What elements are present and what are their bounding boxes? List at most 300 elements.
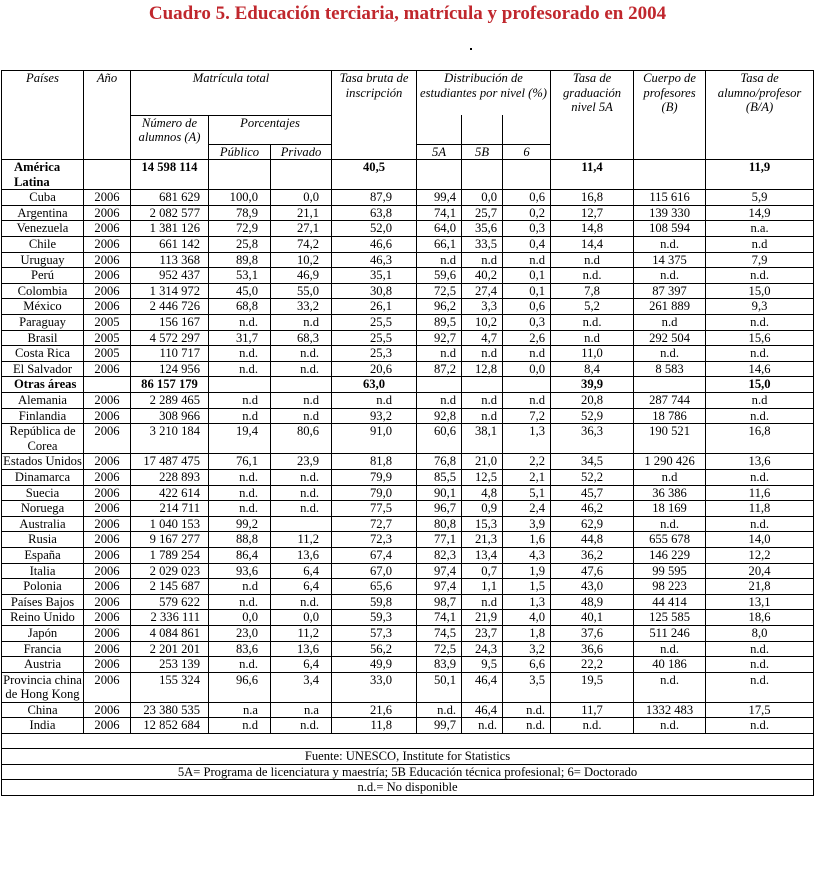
cell-tasa-bruta: 91,0 xyxy=(332,424,417,454)
cell-tasa-bruta: 79,0 xyxy=(332,485,417,501)
cell-privado: n.d. xyxy=(271,361,332,377)
cell-nivel-5a: 74,1 xyxy=(417,205,462,221)
cell-tasa-alumno: 14,0 xyxy=(706,532,814,548)
cell-tasa-alumno: 17,5 xyxy=(706,702,814,718)
cell-profesores: 511 246 xyxy=(634,625,706,641)
cell-pais: Perú xyxy=(2,268,84,284)
cell-nivel-5a: n.d. xyxy=(417,702,462,718)
cell-tasa-graduacion: 36,3 xyxy=(551,424,634,454)
cell-nivel-5a: 50,1 xyxy=(417,672,462,702)
cell-nivel-6: 5,1 xyxy=(503,485,551,501)
cell-tasa-alumno: 21,8 xyxy=(706,579,814,595)
cell-alumnos: 579 622 xyxy=(131,594,209,610)
cell-publico: n.d. xyxy=(209,346,271,362)
cell-publico: 23,0 xyxy=(209,625,271,641)
cell-nivel-5b: 27,4 xyxy=(462,283,503,299)
cell-nivel-5b: 24,3 xyxy=(462,641,503,657)
cell-anio: 2006 xyxy=(84,516,131,532)
cell-nivel-6: 2,1 xyxy=(503,469,551,485)
header-cuerpo-profesores: Cuerpo de profesores (B) xyxy=(634,71,706,160)
cell-nivel-5a: 59,6 xyxy=(417,268,462,284)
cell-nivel-6: 0,1 xyxy=(503,283,551,299)
cell-alumnos: 2 201 201 xyxy=(131,641,209,657)
cell-publico: 76,1 xyxy=(209,454,271,470)
cell-publico: n.d. xyxy=(209,657,271,673)
group-publico xyxy=(209,377,271,393)
cell-nivel-6: 0,4 xyxy=(503,237,551,253)
group-anio xyxy=(84,377,131,393)
cell-anio: 2006 xyxy=(84,672,131,702)
cell-tasa-alumno: 14,6 xyxy=(706,361,814,377)
cell-alumnos: 12 852 684 xyxy=(131,718,209,734)
cell-anio: 2006 xyxy=(84,547,131,563)
cell-tasa-bruta: 77,5 xyxy=(332,501,417,517)
group-tasa-bruta: 63,0 xyxy=(332,377,417,393)
cell-anio: 2006 xyxy=(84,501,131,517)
cell-profesores: n.d. xyxy=(634,237,706,253)
cell-privado: 33,2 xyxy=(271,299,332,315)
table-row xyxy=(2,237,814,253)
cell-tasa-alumno: 18,6 xyxy=(706,610,814,626)
data-table xyxy=(1,70,814,796)
cell-tasa-graduacion: 52,2 xyxy=(551,469,634,485)
cell-nivel-5a: 92,8 xyxy=(417,408,462,424)
cell-pais: El Salvador xyxy=(2,361,84,377)
cell-profesores: 18 786 xyxy=(634,408,706,424)
cell-tasa-bruta: 25,5 xyxy=(332,315,417,331)
table-row xyxy=(2,393,814,409)
cell-tasa-bruta: 25,3 xyxy=(332,346,417,362)
cell-tasa-graduacion: 62,9 xyxy=(551,516,634,532)
cell-tasa-bruta: 65,6 xyxy=(332,579,417,595)
cell-nivel-6: 4,0 xyxy=(503,610,551,626)
cell-tasa-alumno: 15,6 xyxy=(706,330,814,346)
cell-nivel-5b: 46,4 xyxy=(462,702,503,718)
cell-tasa-alumno: n.d. xyxy=(706,469,814,485)
cell-alumnos: 2 145 687 xyxy=(131,579,209,595)
header-paises: Países xyxy=(2,71,84,160)
cell-nivel-5a: 96,2 xyxy=(417,299,462,315)
cell-nivel-5b: n.d. xyxy=(462,718,503,734)
cell-nivel-5a: 74,5 xyxy=(417,625,462,641)
group-anio xyxy=(84,160,131,190)
cell-pais: Costa Rica xyxy=(2,346,84,362)
cell-alumnos: 2 446 726 xyxy=(131,299,209,315)
cell-anio: 2005 xyxy=(84,315,131,331)
cell-tasa-alumno: n.d. xyxy=(706,408,814,424)
cell-privado: 80,6 xyxy=(271,424,332,454)
cell-publico: 89,8 xyxy=(209,252,271,268)
cell-alumnos: 155 324 xyxy=(131,672,209,702)
cell-nivel-5a: 80,8 xyxy=(417,516,462,532)
cell-nivel-6: 0,0 xyxy=(503,361,551,377)
cell-nivel-6: 0,3 xyxy=(503,221,551,237)
header-tasa-bruta: Tasa bruta de inscripción xyxy=(332,71,417,160)
cell-anio: 2006 xyxy=(84,610,131,626)
cell-pais: Paraguay xyxy=(2,315,84,331)
cell-tasa-graduacion: 11,0 xyxy=(551,346,634,362)
table-row xyxy=(2,516,814,532)
cell-nivel-6: 0,6 xyxy=(503,190,551,206)
cell-pais: Reino Unido xyxy=(2,610,84,626)
cell-tasa-graduacion: 52,9 xyxy=(551,408,634,424)
header-tasa-alumno: Tasa de alumno/profesor (B/A) xyxy=(706,71,814,160)
cell-nivel-5b: 12,5 xyxy=(462,469,503,485)
cell-tasa-bruta: 72,7 xyxy=(332,516,417,532)
table-row xyxy=(2,346,814,362)
cell-anio: 2005 xyxy=(84,346,131,362)
group-publico xyxy=(209,160,271,190)
cell-profesores: 125 585 xyxy=(634,610,706,626)
cell-nivel-6: 1,3 xyxy=(503,424,551,454)
cell-pais: Finlandia xyxy=(2,408,84,424)
table-row xyxy=(2,330,814,346)
cell-nivel-5a: 96,7 xyxy=(417,501,462,517)
cell-nivel-5a: 90,1 xyxy=(417,485,462,501)
cell-pais: Brasil xyxy=(2,330,84,346)
cell-tasa-alumno: n.d. xyxy=(706,516,814,532)
cell-nivel-5b: 21,9 xyxy=(462,610,503,626)
cell-tasa-alumno: 13,6 xyxy=(706,454,814,470)
cell-pais: Dinamarca xyxy=(2,469,84,485)
cell-tasa-graduacion: 46,2 xyxy=(551,501,634,517)
cell-nivel-6: 4,3 xyxy=(503,547,551,563)
cell-nivel-5a: n.d xyxy=(417,346,462,362)
cell-nivel-5b: n.d xyxy=(462,346,503,362)
cell-nivel-6: 3,9 xyxy=(503,516,551,532)
cell-nivel-5a: 64,0 xyxy=(417,221,462,237)
cell-privado: 13,6 xyxy=(271,641,332,657)
cell-nivel-5b: 21,3 xyxy=(462,532,503,548)
cell-pais: Polonia xyxy=(2,579,84,595)
cell-alumnos: 228 893 xyxy=(131,469,209,485)
cell-privado: 6,4 xyxy=(271,563,332,579)
cell-alumnos: 952 437 xyxy=(131,268,209,284)
cell-publico: 31,7 xyxy=(209,330,271,346)
cell-publico: n.d xyxy=(209,718,271,734)
cell-tasa-bruta: n.d xyxy=(332,393,417,409)
cell-tasa-graduacion: 7,8 xyxy=(551,283,634,299)
cell-privado: n.d xyxy=(271,408,332,424)
cell-profesores: n.d xyxy=(634,315,706,331)
cell-nivel-6: 2,6 xyxy=(503,330,551,346)
cell-profesores: 36 386 xyxy=(634,485,706,501)
cell-tasa-graduacion: 20,8 xyxy=(551,393,634,409)
cell-privado: n.d. xyxy=(271,718,332,734)
cell-tasa-bruta: 59,8 xyxy=(332,594,417,610)
cell-tasa-bruta: 56,2 xyxy=(332,641,417,657)
cell-nivel-5a: n.d xyxy=(417,393,462,409)
cell-publico: 19,4 xyxy=(209,424,271,454)
cell-profesores: 292 504 xyxy=(634,330,706,346)
cell-nivel-5a: 77,1 xyxy=(417,532,462,548)
cell-tasa-bruta: 87,9 xyxy=(332,190,417,206)
cell-privado: n.d xyxy=(271,315,332,331)
cell-nivel-6: 0,1 xyxy=(503,268,551,284)
cell-nivel-5b: 0,7 xyxy=(462,563,503,579)
cell-privado: 55,0 xyxy=(271,283,332,299)
cell-nivel-5b: 0,9 xyxy=(462,501,503,517)
cell-tasa-graduacion: 44,8 xyxy=(551,532,634,548)
cell-nivel-5b: n.d xyxy=(462,594,503,610)
table-row xyxy=(2,610,814,626)
cell-anio: 2006 xyxy=(84,594,131,610)
stray-dot xyxy=(470,48,472,50)
header-nivel-5b: 5B xyxy=(462,144,503,160)
cell-tasa-alumno: 8,0 xyxy=(706,625,814,641)
group-privado xyxy=(271,377,332,393)
cell-anio: 2006 xyxy=(84,454,131,470)
cell-tasa-graduacion: n.d xyxy=(551,330,634,346)
cell-nivel-5b: 10,2 xyxy=(462,315,503,331)
group-5b xyxy=(462,160,503,190)
cell-nivel-5a: 66,1 xyxy=(417,237,462,253)
header-matricula-total: Matrícula total xyxy=(131,71,332,116)
cell-publico: 72,9 xyxy=(209,221,271,237)
cell-privado: 6,4 xyxy=(271,579,332,595)
cell-profesores: n.d. xyxy=(634,641,706,657)
cell-tasa-bruta: 81,8 xyxy=(332,454,417,470)
header-nivel-6: 6 xyxy=(503,144,551,160)
cell-nivel-6: 1,9 xyxy=(503,563,551,579)
cell-anio: 2006 xyxy=(84,424,131,454)
header-publico: Público xyxy=(209,144,271,160)
footer-nd: n.d.= No disponible xyxy=(2,780,814,796)
cell-publico: n.d. xyxy=(209,594,271,610)
cell-tasa-bruta: 21,6 xyxy=(332,702,417,718)
cell-tasa-alumno: 15,0 xyxy=(706,283,814,299)
cell-nivel-6: n.d xyxy=(503,393,551,409)
cell-tasa-alumno: 13,1 xyxy=(706,594,814,610)
cell-nivel-5b: 4,7 xyxy=(462,330,503,346)
table-row xyxy=(2,205,814,221)
cell-pais: Suecia xyxy=(2,485,84,501)
cell-alumnos: 422 614 xyxy=(131,485,209,501)
cell-alumnos: 661 142 xyxy=(131,237,209,253)
header-privado: Privado xyxy=(271,144,332,160)
cell-nivel-6: 3,5 xyxy=(503,672,551,702)
cell-anio: 2006 xyxy=(84,252,131,268)
cell-privado: n.d. xyxy=(271,594,332,610)
cell-anio: 2006 xyxy=(84,268,131,284)
cell-pais: Cuba xyxy=(2,190,84,206)
cell-nivel-6: n.d. xyxy=(503,702,551,718)
cell-privado: 3,4 xyxy=(271,672,332,702)
cell-tasa-graduacion: 16,8 xyxy=(551,190,634,206)
group-6 xyxy=(503,377,551,393)
cell-tasa-graduacion: 43,0 xyxy=(551,579,634,595)
table-row xyxy=(2,299,814,315)
cell-publico: 100,0 xyxy=(209,190,271,206)
cell-alumnos: 124 956 xyxy=(131,361,209,377)
table-row xyxy=(2,361,814,377)
cell-publico: 86,4 xyxy=(209,547,271,563)
cell-tasa-bruta: 25,5 xyxy=(332,330,417,346)
cell-nivel-5b: 1,1 xyxy=(462,579,503,595)
cell-publico: 88,8 xyxy=(209,532,271,548)
cell-nivel-5a: 97,4 xyxy=(417,579,462,595)
cell-pais: Países Bajos xyxy=(2,594,84,610)
cell-nivel-5a: 89,5 xyxy=(417,315,462,331)
group-tasa-bruta: 40,5 xyxy=(332,160,417,190)
cell-nivel-5b: 25,7 xyxy=(462,205,503,221)
group-tasa-graduacion: 39,9 xyxy=(551,377,634,393)
cell-tasa-bruta: 20,6 xyxy=(332,361,417,377)
cell-pais: Uruguay xyxy=(2,252,84,268)
cell-tasa-alumno: 11,8 xyxy=(706,501,814,517)
cell-tasa-bruta: 67,0 xyxy=(332,563,417,579)
cell-alumnos: 113 368 xyxy=(131,252,209,268)
cell-nivel-5b: 33,5 xyxy=(462,237,503,253)
cell-publico: 93,6 xyxy=(209,563,271,579)
cell-alumnos: 110 717 xyxy=(131,346,209,362)
cell-publico: n.d xyxy=(209,408,271,424)
group-row xyxy=(2,377,814,393)
cell-pais: España xyxy=(2,547,84,563)
table-row xyxy=(2,424,814,454)
group-privado xyxy=(271,160,332,190)
group-tasa-alumno: 11,9 xyxy=(706,160,814,190)
cell-tasa-alumno: n.d. xyxy=(706,718,814,734)
cell-nivel-5b: 40,2 xyxy=(462,268,503,284)
cell-tasa-graduacion: 36,2 xyxy=(551,547,634,563)
table-row xyxy=(2,408,814,424)
cell-alumnos: 681 629 xyxy=(131,190,209,206)
cell-nivel-5a: 99,4 xyxy=(417,190,462,206)
group-total-alumnos: 86 157 179 xyxy=(131,377,209,393)
cell-nivel-6: 6,6 xyxy=(503,657,551,673)
cell-profesores: 115 616 xyxy=(634,190,706,206)
group-6 xyxy=(503,160,551,190)
table-row xyxy=(2,547,814,563)
group-row xyxy=(2,160,814,190)
cell-nivel-5b: 38,1 xyxy=(462,424,503,454)
cell-alumnos: 2 082 577 xyxy=(131,205,209,221)
cell-profesores: 139 330 xyxy=(634,205,706,221)
cell-tasa-alumno: 9,3 xyxy=(706,299,814,315)
cell-tasa-alumno: n.d xyxy=(706,237,814,253)
cell-profesores: n.d. xyxy=(634,672,706,702)
cell-privado: n.a xyxy=(271,702,332,718)
table-row xyxy=(2,579,814,595)
cell-tasa-bruta: 59,3 xyxy=(332,610,417,626)
cell-alumnos: 308 966 xyxy=(131,408,209,424)
cell-nivel-5b: 15,3 xyxy=(462,516,503,532)
cell-profesores: 287 744 xyxy=(634,393,706,409)
cell-profesores: 87 397 xyxy=(634,283,706,299)
table-row xyxy=(2,672,814,702)
footer-fuente: Fuente: UNESCO, Institute for Statistics xyxy=(2,749,814,765)
cell-nivel-6: 2,2 xyxy=(503,454,551,470)
cell-anio: 2006 xyxy=(84,205,131,221)
group-profesores xyxy=(634,160,706,190)
cell-profesores: 190 521 xyxy=(634,424,706,454)
cell-nivel-6: n.d xyxy=(503,346,551,362)
cell-privado: 74,2 xyxy=(271,237,332,253)
cell-tasa-graduacion: 36,6 xyxy=(551,641,634,657)
cell-pais: Australia xyxy=(2,516,84,532)
cell-nivel-6: 1,3 xyxy=(503,594,551,610)
cell-nivel-6: 1,5 xyxy=(503,579,551,595)
cell-pais: Rusia xyxy=(2,532,84,548)
cell-tasa-bruta: 49,9 xyxy=(332,657,417,673)
cell-nivel-6: 0,3 xyxy=(503,315,551,331)
cell-tasa-graduacion: n.d xyxy=(551,252,634,268)
cell-publico: n.d. xyxy=(209,361,271,377)
cell-anio: 2006 xyxy=(84,361,131,377)
cell-anio: 2006 xyxy=(84,718,131,734)
group-profesores xyxy=(634,377,706,393)
cell-alumnos: 17 487 475 xyxy=(131,454,209,470)
group-tasa-graduacion: 11,4 xyxy=(551,160,634,190)
cell-nivel-5b: 12,8 xyxy=(462,361,503,377)
cell-publico: n.d. xyxy=(209,469,271,485)
header-anio: Año xyxy=(84,71,131,160)
cell-anio: 2006 xyxy=(84,221,131,237)
cell-nivel-5a: 82,3 xyxy=(417,547,462,563)
cell-tasa-bruta: 52,0 xyxy=(332,221,417,237)
cell-nivel-5b: 9,5 xyxy=(462,657,503,673)
cell-profesores: 261 889 xyxy=(634,299,706,315)
cell-nivel-5b: 23,7 xyxy=(462,625,503,641)
cell-tasa-alumno: 12,2 xyxy=(706,547,814,563)
cell-alumnos: 4 572 297 xyxy=(131,330,209,346)
cell-alumnos: 9 167 277 xyxy=(131,532,209,548)
cell-tasa-bruta: 46,6 xyxy=(332,237,417,253)
cell-tasa-bruta: 63,8 xyxy=(332,205,417,221)
cell-profesores: 99 595 xyxy=(634,563,706,579)
cell-anio: 2006 xyxy=(84,190,131,206)
group-5a xyxy=(417,377,462,393)
cell-tasa-bruta: 35,1 xyxy=(332,268,417,284)
cell-pais: Alemania xyxy=(2,393,84,409)
cell-tasa-alumno: n.d. xyxy=(706,641,814,657)
cell-alumnos: 214 711 xyxy=(131,501,209,517)
cell-privado: 27,1 xyxy=(271,221,332,237)
cell-nivel-5a: 72,5 xyxy=(417,283,462,299)
cell-nivel-5a: 99,7 xyxy=(417,718,462,734)
cell-nivel-6: 1,6 xyxy=(503,532,551,548)
cell-pais: México xyxy=(2,299,84,315)
cell-nivel-5b: 0,0 xyxy=(462,190,503,206)
cell-alumnos: 23 380 535 xyxy=(131,702,209,718)
cell-alumnos: 2 289 465 xyxy=(131,393,209,409)
cell-nivel-5a: 87,2 xyxy=(417,361,462,377)
header-numero-alumnos: Número de alumnos (A) xyxy=(131,115,209,160)
cell-publico: n.d xyxy=(209,393,271,409)
cell-nivel-5b: 35,6 xyxy=(462,221,503,237)
cell-anio: 2006 xyxy=(84,237,131,253)
table-row xyxy=(2,268,814,284)
cell-tasa-alumno: n.d. xyxy=(706,268,814,284)
table-row xyxy=(2,221,814,237)
cell-alumnos: 1 789 254 xyxy=(131,547,209,563)
cell-publico: 0,0 xyxy=(209,610,271,626)
cell-tasa-graduacion: 45,7 xyxy=(551,485,634,501)
table-row xyxy=(2,190,814,206)
cell-privado: n.d. xyxy=(271,501,332,517)
cell-tasa-graduacion: 22,2 xyxy=(551,657,634,673)
cell-profesores: 1 290 426 xyxy=(634,454,706,470)
footer-niveles: 5A= Programa de licenciatura y maestría; 5B Educación técnica profesional; 6= Doctorado xyxy=(2,764,814,780)
table-row xyxy=(2,657,814,673)
table-row xyxy=(2,485,814,501)
cell-tasa-graduacion: 34,5 xyxy=(551,454,634,470)
group-5b xyxy=(462,377,503,393)
cell-tasa-graduacion: n.d. xyxy=(551,268,634,284)
cell-anio: 2006 xyxy=(84,532,131,548)
cell-tasa-graduacion: 8,4 xyxy=(551,361,634,377)
